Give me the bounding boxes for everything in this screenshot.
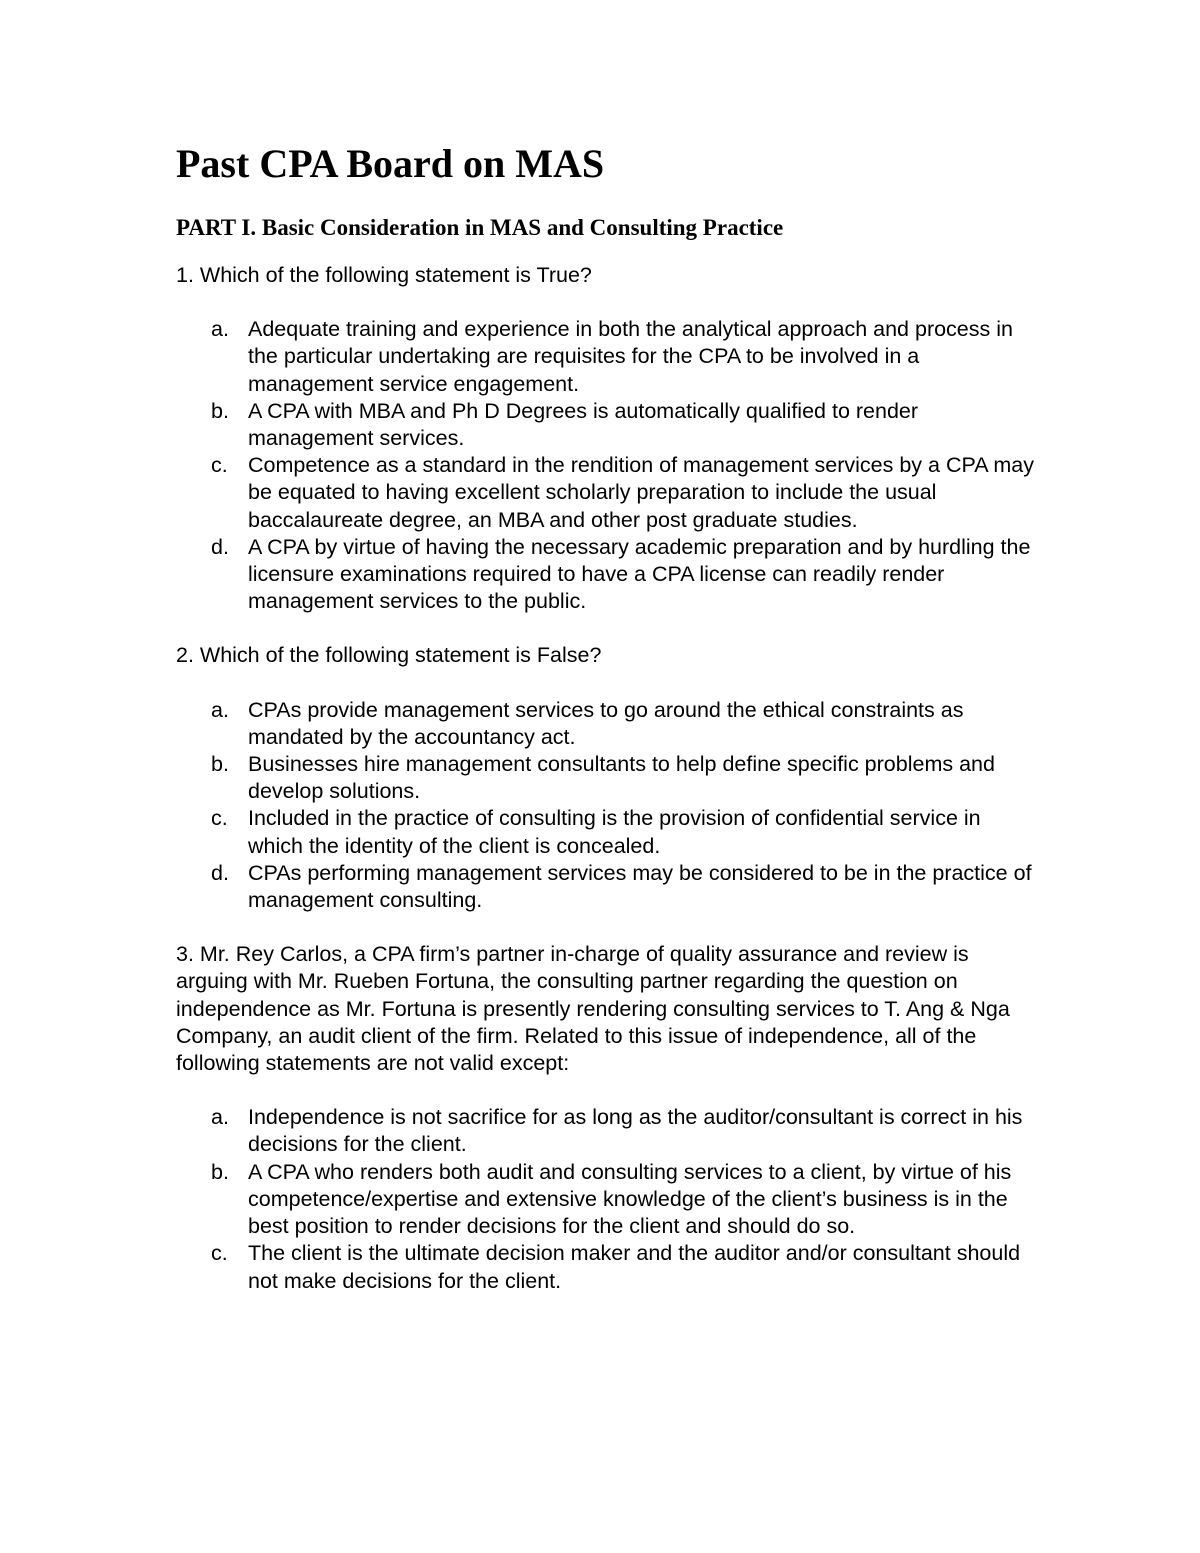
question-2 [176, 642, 1036, 914]
option-item [176, 1159, 1036, 1241]
option-item [176, 534, 1036, 616]
option-letter: a. [211, 1105, 229, 1130]
question-stem: 1. Which of the following statement is True? [176, 263, 592, 287]
option-list [176, 1104, 1036, 1294]
option-text: A CPA with MBA and Ph D Degrees is automatically qualified to render management services. [248, 398, 919, 451]
option-text: A CPA by virtue of having the necessary academic preparation and by hurdling the licensure examinations required to have a CPA license can readily render management services to the public. [248, 534, 1031, 614]
option-text: Included in the practice of consulting is the provision of confidential service in which the identity of the client is concealed. [248, 806, 981, 858]
part-heading: PART I. Basic Consideration in MAS and Consulting Practice [176, 215, 784, 240]
option-letter: a. [211, 697, 229, 722]
option-item [176, 1104, 1036, 1158]
option-item [176, 751, 1036, 805]
option-list [176, 697, 1036, 915]
document-title: Past CPA Board on MAS [176, 141, 605, 186]
question-stem: 2. Which of the following statement is False? [176, 643, 602, 668]
option-letter: b. [211, 398, 229, 423]
option-letter: c. [211, 806, 228, 831]
option-text: Businesses hire management consultants to help define specific problems and develop solutions. [248, 752, 995, 804]
option-letter: d. [211, 534, 229, 559]
option-item [176, 1240, 1036, 1294]
option-letter: c. [211, 1241, 228, 1266]
option-item [176, 452, 1036, 534]
option-text: Competence as a standard in the rendition of management services by a CPA may be equated to having excellent scholarly preparation to include the usual baccalaureate degree, an MBA and other post graduate studies. [248, 453, 1034, 532]
option-text: CPAs provide management services to go around the ethical constraints as mandated by the accountancy act. [248, 697, 964, 749]
question-3 [176, 941, 1036, 1294]
option-text: The client is the ultimate decision maker and the auditor and/or consultant should not make decisions for the client. [248, 1241, 1021, 1293]
option-letter: a. [211, 317, 229, 342]
option-text: Independence is not sacrifice for as long as the auditor/consultant is correct in his decisions for the client. [248, 1105, 1023, 1157]
option-item [176, 398, 1036, 452]
option-letter: b. [211, 1159, 229, 1184]
option-text: A CPA who renders both audit and consulting services to a client, by virtue of his competence/expertise and extensive knowledge of the client’s business is in the best position to render decisions for the client and should do so. [248, 1159, 1012, 1239]
option-item [176, 697, 1036, 751]
option-letter: d. [211, 860, 229, 885]
question-1 [176, 262, 1036, 615]
option-list [176, 316, 1036, 615]
option-letter: c. [211, 453, 228, 478]
option-letter: b. [211, 752, 229, 777]
option-item [176, 316, 1036, 398]
document-page [176, 140, 1036, 1295]
question-stem: 3. Mr. Rey Carlos, a CPA firm’s partner in-charge of quality assurance and review is arguing with Mr. Rueben Fortuna, the consulting partner regarding the question on independence as Mr. Fortuna is presently rendering consulting services to T. Ang & Nga Company, an audit client of the firm. Related to this issue of independence, all of the following statements are not valid except: [176, 942, 1010, 1076]
option-text: Adequate training and experience in both the analytical approach and process in the particular undertaking are requisites for the CPA to be involved in a management service engagement. [248, 317, 1013, 396]
option-item [176, 805, 1036, 859]
option-text: CPAs performing management services may be considered to be in the practice of management consulting. [248, 860, 1032, 913]
option-item [176, 860, 1036, 914]
